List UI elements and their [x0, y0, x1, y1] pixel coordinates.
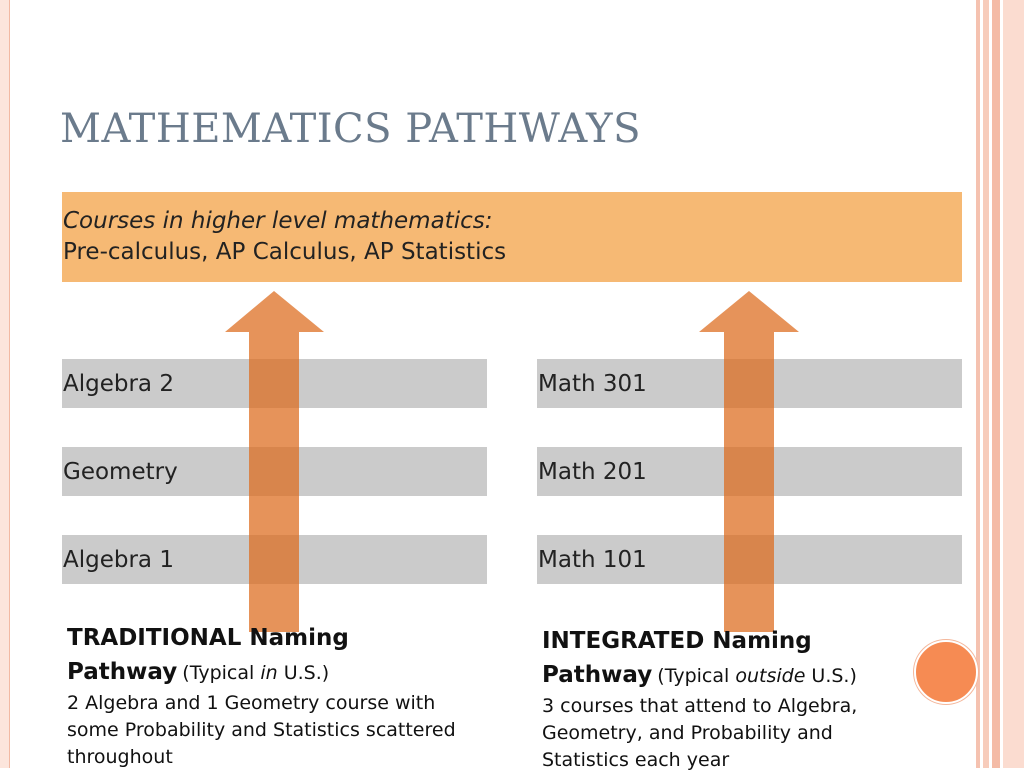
slide-title: MATHEMATICS PATHWAYS: [60, 106, 641, 152]
traditional-caption-note: (Typical in U.S.): [182, 662, 330, 684]
integrated-caption-note: (Typical outside U.S.): [657, 665, 857, 687]
integrated-caption-heading: INTEGRATED Naming: [542, 628, 812, 654]
course-bar-algebra-1: Algebra 1: [62, 535, 487, 584]
course-bar-math-101: Math 101: [537, 535, 962, 584]
traditional-caption-description: 2 Algebra and 1 Geometry course with some Probability and Statistics scattered throughout: [67, 692, 456, 768]
traditional-caption: [67, 622, 487, 771]
course-bar-math-201: Math 201: [537, 447, 962, 496]
integrated-caption-description: 3 courses that attend to Algebra, Geometry, and Probability and Statistics each year: [542, 695, 858, 771]
traditional-caption-pathway: Pathway: [67, 659, 178, 685]
course-bar-geometry: Geometry: [62, 447, 487, 496]
integrated-caption: [542, 625, 912, 774]
higher-level-heading: Courses in higher level mathematics:: [63, 208, 493, 234]
integrated-caption-pathway: Pathway: [542, 662, 653, 688]
higher-level-course-list: Pre-calculus, AP Calculus, AP Statistics: [63, 239, 507, 265]
traditional-caption-heading: TRADITIONAL Naming: [67, 625, 349, 651]
integrated-pathway-arrow: [699, 291, 799, 632]
decorative-circle: [914, 640, 978, 704]
course-bar-math-301: Math 301: [537, 359, 962, 408]
course-bar-algebra-2: Algebra 2: [62, 359, 487, 408]
traditional-pathway-arrow: [225, 291, 324, 632]
